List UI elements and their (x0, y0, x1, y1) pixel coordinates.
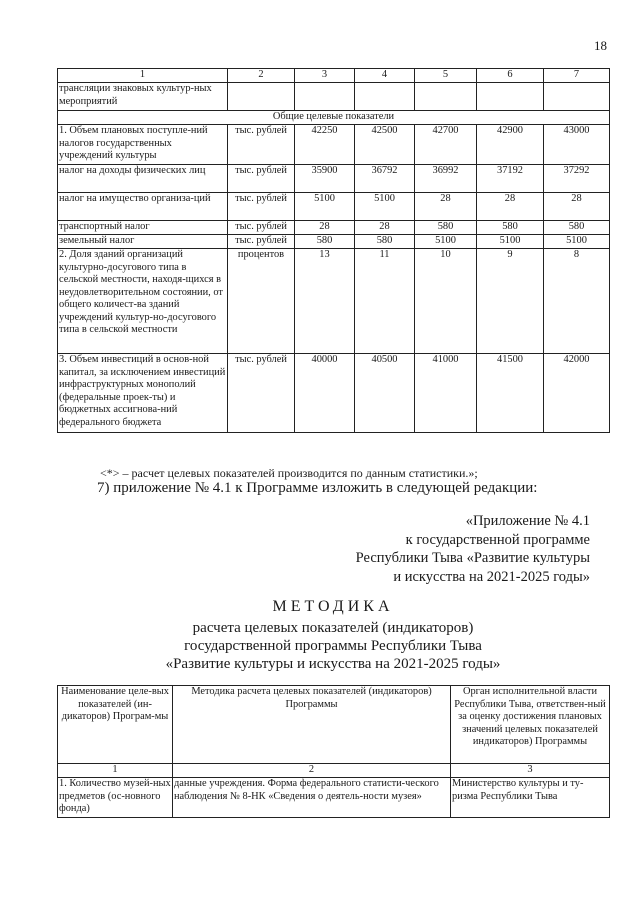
appendix-heading (330, 512, 590, 586)
value-cell: 580 (544, 221, 610, 235)
value-cell: 36792 (355, 165, 415, 193)
value-cell: 40500 (355, 354, 415, 433)
indicator-name: налог на доходы физических лиц (58, 165, 228, 193)
header-cell: 3 (295, 69, 355, 83)
table-row (58, 193, 610, 221)
value-cell: 580 (477, 221, 544, 235)
header-cell: 1 (58, 69, 228, 83)
footnote: <*> – расчет целевых показателей производится по данным статистики.»; (100, 466, 478, 480)
value-cell: 37192 (477, 165, 544, 193)
value-cell: 580 (355, 235, 415, 249)
indicator-name: 1. Объем плановых поступле-ний налогов государственных учреждений культуры (58, 125, 228, 165)
unit-cell: процентов (228, 249, 295, 354)
value-cell: 42500 (355, 125, 415, 165)
value-cell: 13 (295, 249, 355, 354)
appendix-line: и искусства на 2021-2025 годы» (393, 568, 590, 585)
value-cell: 5100 (477, 235, 544, 249)
indicator-name: транспортный налог (58, 221, 228, 235)
methodology-table (57, 685, 610, 818)
unit-cell: тыс. рублей (228, 165, 295, 193)
value-cell: 5100 (295, 193, 355, 221)
indicator-name: 1. Количество музей-ных предметов (ос-новного фонда) (58, 778, 173, 818)
methodology-subtitle: государственной программы Республики Тыва (184, 638, 482, 654)
unit-cell: тыс. рублей (228, 354, 295, 433)
header-cell: 5 (415, 69, 477, 83)
value-cell: 28 (477, 193, 544, 221)
header-cell: 6 (477, 69, 544, 83)
table-row (58, 83, 610, 111)
table-row (58, 221, 610, 235)
value-cell: 42250 (295, 125, 355, 165)
value-cell: 9 (477, 249, 544, 354)
value-cell: 580 (295, 235, 355, 249)
column-number: 1 (58, 764, 173, 778)
value-cell: 8 (544, 249, 610, 354)
header-cell: 2 (228, 69, 295, 83)
value-cell: 37292 (544, 165, 610, 193)
table-header-row (58, 686, 610, 764)
value-cell: 41500 (477, 354, 544, 433)
table-row (58, 125, 610, 165)
value-cell: 28 (355, 221, 415, 235)
header-cell: 4 (355, 69, 415, 83)
section-row (58, 111, 610, 125)
value-cell: 42900 (477, 125, 544, 165)
indicator-name: 3. Объем инвестиций в основ-ной капитал, за исключением инвестиций инфраструктурных монополий (федеральные проек-ты) и бюджетных ассигнова-ний федерального бюджета (58, 354, 228, 433)
organ-cell: Министерство культуры и ту-ризма Республики Тыва (451, 778, 610, 818)
appendix-line: «Приложение № 4.1 (465, 513, 590, 529)
value-cell: 28 (544, 193, 610, 221)
appendix-line: к государственной программе (405, 531, 590, 548)
methodology-subtitle: «Развитие культуры и искусства на 2021-2025 годы» (165, 656, 501, 672)
column-number-row (58, 764, 610, 778)
unit-cell: тыс. рублей (228, 125, 295, 165)
value-cell: 42000 (544, 354, 610, 433)
indicator-name: 2. Доля зданий организаций культурно-досугового типа в сельской местности, находя-щихся в неудовлетворительном состоянии, от общего количест-ва зданий учреждений культур-но-досугового типа в сельской местности (58, 249, 228, 354)
indicator-name: налог на имущество организа-ций (58, 193, 228, 221)
indicators-table (57, 68, 610, 433)
method-cell: данные учреждения. Форма федерального статисти-ческого наблюдения № 8-НК «Сведения о деятель-ности музея» (173, 778, 451, 818)
table-row (58, 778, 610, 818)
table-row (58, 235, 610, 249)
value-cell: 41000 (415, 354, 477, 433)
value-cell: 40000 (295, 354, 355, 433)
value-cell: 28 (295, 221, 355, 235)
value-cell: 10 (415, 249, 477, 354)
amendment-instruction: 7) приложение № 4.1 к Программе изложить в следующей редакции: (97, 480, 538, 496)
value-cell: 28 (415, 193, 477, 221)
methodology-title: МЕТОДИКА (272, 598, 394, 615)
header-cell: Наименование целе-вых показателей (ин-дикаторов) Програм-мы (58, 686, 173, 764)
page-number: 18 (594, 38, 607, 53)
value-cell: 43000 (544, 125, 610, 165)
value-cell: 42700 (415, 125, 477, 165)
column-number: 3 (451, 764, 610, 778)
header-cell: Методика расчета целевых показателей (индикаторов) Программы (173, 686, 451, 764)
table-row (58, 165, 610, 193)
header-cell: 7 (544, 69, 610, 83)
indicator-name: земельный налог (58, 235, 228, 249)
table-row (58, 249, 610, 354)
value-cell: 580 (415, 221, 477, 235)
table-row (58, 354, 610, 433)
unit-cell: тыс. рублей (228, 221, 295, 235)
value-cell: 35900 (295, 165, 355, 193)
methodology-subtitle: расчета целевых показателей (индикаторов) (192, 620, 474, 636)
indicator-name: трансляции знаковых культур-ных мероприятий (58, 83, 228, 111)
value-cell: 5100 (544, 235, 610, 249)
value-cell: 11 (355, 249, 415, 354)
value-cell: 5100 (355, 193, 415, 221)
value-cell: 36992 (415, 165, 477, 193)
header-cell: Орган исполнительной власти Республики Тыва, ответствен-ный за оценку достижения плановых значений целевых показателей индикаторов) Программы (451, 686, 610, 764)
value-cell: 5100 (415, 235, 477, 249)
appendix-line: Республики Тыва «Развитие культуры (355, 550, 590, 566)
table-header-row (58, 69, 610, 83)
section-title: Общие целевые показатели (58, 111, 610, 125)
column-number: 2 (173, 764, 451, 778)
unit-cell: тыс. рублей (228, 193, 295, 221)
unit-cell: тыс. рублей (228, 235, 295, 249)
